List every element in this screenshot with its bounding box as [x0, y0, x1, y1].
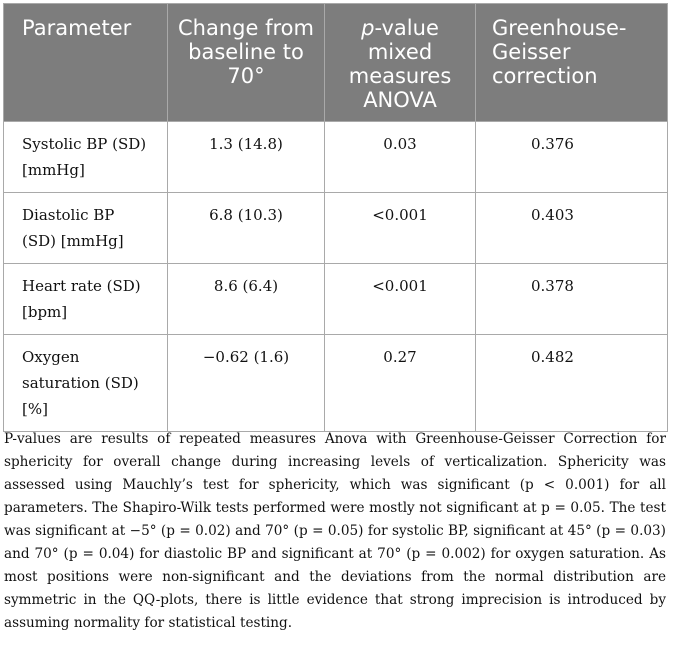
cell-change: 8.6 (6.4) [168, 264, 325, 335]
table-row [4, 193, 668, 264]
cell-p-value: 0.03 [325, 122, 476, 193]
header-greenhouse-geisser: Greenhouse-Geisser correction [476, 4, 668, 122]
cell-p-value: 0.27 [325, 335, 476, 432]
cell-parameter [4, 264, 168, 335]
table-row [4, 264, 668, 335]
header-p-value [325, 4, 476, 122]
cell-change: 1.3 (14.8) [168, 122, 325, 193]
header-parameter: Parameter [22, 16, 132, 40]
cell-gg-correction: 0.378 [476, 264, 668, 335]
results-table [3, 3, 668, 432]
parameter-label: Systolic BP (SD) [mmHg] [22, 135, 147, 179]
parameter-label: Oxygen saturation (SD) [%] [22, 348, 139, 418]
header-p-italic: p [361, 16, 375, 40]
table-row [4, 335, 668, 432]
cell-p-value: <0.001 [325, 264, 476, 335]
cell-parameter [4, 193, 168, 264]
parameter-label: Diastolic BP (SD) [mmHg] [22, 206, 124, 250]
cell-change: 6.8 (10.3) [168, 193, 325, 264]
cell-p-value: <0.001 [325, 193, 476, 264]
cell-parameter [4, 122, 168, 193]
table-header-row [4, 4, 668, 122]
cell-change: −0.62 (1.6) [168, 335, 325, 432]
cell-parameter [4, 335, 168, 432]
header-change-from-baseline: Change from baseline to 70° [168, 4, 325, 122]
parameter-label: Heart rate (SD) [bpm] [22, 277, 141, 321]
cell-gg-correction: 0.376 [476, 122, 668, 193]
table-row [4, 122, 668, 193]
cell-gg-correction: 0.403 [476, 193, 668, 264]
cell-gg-correction: 0.482 [476, 335, 668, 432]
table-footnote: P-values are results of repeated measures Anova with Greenhouse-Geisser Correction for sphericity for overall change during increasing levels of verticalization. Sphericity was assessed using Mauchly’s test for sphericity, which was significant (p < 0.001) for all parameters. The Shapiro-Wilk tests performed were mostly not significant at p = 0.05. The test was significant at −5° (p = 0.02) and 70° (p = 0.05) for systolic BP, significant at 45° (p = 0.03) and 70° (p = 0.04) for diastolic BP and significant at 70° (p = 0.002) for oxygen saturation. As most positions were non-significant and the deviations from the normal distribution are symmetric in the QQ-plots, there is little evidence that strong imprecision is introduced by assuming normality for statistical testing. [4, 431, 666, 631]
header-p-value-rest: -value mixed measures ANOVA [348, 16, 452, 112]
